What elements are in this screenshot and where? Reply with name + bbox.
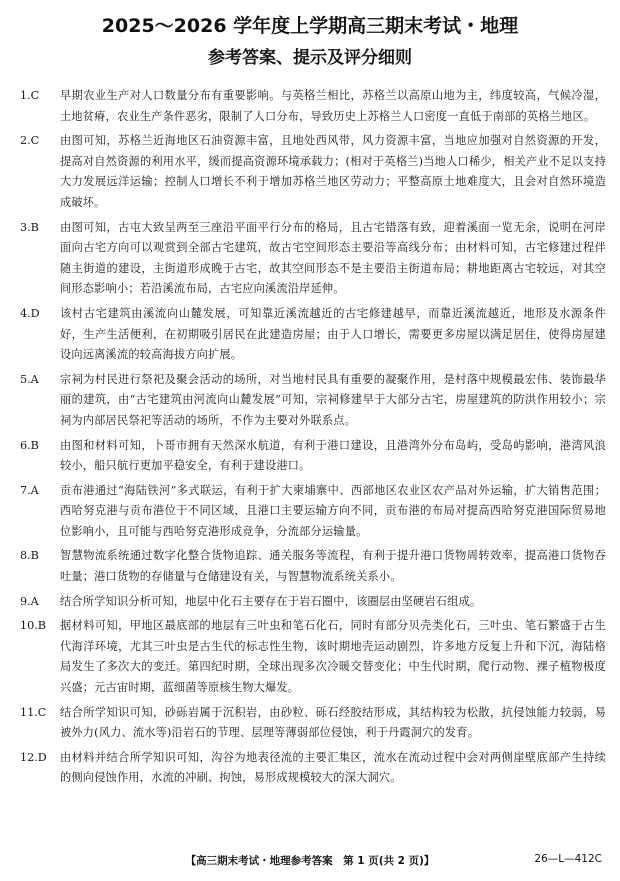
answer-explanation: 结合所学知识分析可知，地层中化石主要存在于岩石圈中，该圈层由坚硬岩石组成。	[60, 594, 482, 608]
answer-explanation: 由图和材料可知，卜哥市拥有天然深水航道，有利于港口建设，且港湾外分布岛屿，受岛屿影响，港湾风浪较小，船只航行更加平稳安全，有利于建设港口。	[60, 438, 606, 473]
answer-item	[20, 703, 606, 744]
answer-item	[20, 592, 606, 613]
answer-item	[20, 436, 606, 477]
page-subtitle: 参考答案、提示及评分细则	[208, 48, 412, 68]
answer-item	[20, 616, 606, 698]
answer-item	[20, 86, 606, 127]
answer-explanation: 贡布港通过“海陆铁河”多式联运，有利于扩大柬埔寨中、西部地区农业区农产品对外运输，扩大销售范围；西哈努克港与贡布港位于不同区域，且港口主要运输方向不同，贡布港的布局对提高西哈努克港国际贸易地位影响小，且可能与西哈努克港形成竞争，分流部分运输量。	[60, 483, 606, 538]
answer-explanation: 早期农业生产对人口数量分布有重要影响。与英格兰相比，苏格兰以高原山地为主，纬度较高，气候冷湿，土地贫瘠，农业生产条件恶劣，限制了人口分布，导致历史上苏格兰人口密度一直低于南部的英格兰地区。	[60, 89, 606, 123]
answer-explanation: 智慧物流系统通过数字化整合货物追踪、通关服务等流程，有利于提升港口货物周转效率，提高港口货物吞吐量；港口货物的存储量与仓储建设有关，与智慧物流系统关系小。	[60, 549, 606, 584]
answer-number: 8.B	[20, 549, 39, 563]
answer-number: 12.D	[20, 750, 47, 764]
answer-item	[20, 370, 606, 432]
answer-item	[20, 304, 606, 366]
answer-explanation: 据材料可知，甲地区最底部的地层有三叶虫和笔石化石，同时有部分贝壳类化石，三叶虫、笔石繁盛于古生代海洋环境，尤其三叶虫是古生代的标志性生物，该时期地壳运动剧烈，许多地方反复上升和下沉，海陆格局发生了多次大的变迁。第四纪时期，全球出现多次冷暖交替变化；中生代时期，爬行动物、裸子植物极度兴盛；元古宙时期，蓝细菌等原核生物大爆发。	[60, 619, 606, 695]
answer-explanation: 结合所学知识可知，砂砾岩属于沉积岩，由砂粒、砾石经胶结形成，其结构较为松散，抗侵蚀能力较弱，易被外力(风力、流水等)沿岩石的节理、层理等薄弱部位侵蚀，利于丹霞洞穴的发育。	[60, 705, 606, 740]
answer-number: 7.A	[20, 483, 39, 497]
answer-item	[20, 218, 606, 300]
answer-number: 4.D	[20, 306, 40, 320]
answer-explanation: 由材料并结合所学知识可知，沟谷为地表径流的主要汇集区，流水在流动过程中会对两侧崖壁底部产生持续的侧向侵蚀作用，水流的冲刷、拘蚀，易形成规模较大的深大洞穴。	[60, 750, 606, 785]
answer-item	[20, 131, 606, 213]
answer-item	[20, 481, 606, 543]
page-title: 2025～2026 学年度上学期高三期末考试・地理	[101, 15, 519, 37]
answer-explanation: 该村古宅建筑由溪流向山麓发展，可知靠近溪流越近的古宅修建越早，而靠近溪流越近，地形及水源条件好，生产生活便利，在初期吸引居民在此建造房屋；由于人口增长，需要更多房屋以满足居住，使得房屋建设向远离溪流的较高海拔方向扩展。	[60, 306, 606, 362]
answer-explanation: 由图可知，古屯大致呈两至三座沿平面平行分布的格局，且古宅错落有致，迎着溪面一览无余，说明在河岸面向古宅方向可以观赏到全部古宅建筑，故古宅空间形态主要沿等高线分布；由材料可知，古宅修建过程伴随主街道的建设，主街道形成晚于古宅，故其空间形态不是主要沿主街道布局；耕地距离古宅较远，对其空间形态影响小；若沿溪流布局，古宅应向溪流沿岸延伸。	[60, 220, 606, 296]
answer-number: 1.C	[20, 89, 40, 102]
answer-item	[20, 546, 606, 587]
answer-number: 9.A	[20, 594, 39, 608]
answer-explanation: 由图可知，苏格兰近海地区石油资源丰富，且地处西风带，风力资源丰富，当地应加强对自然资源的开发，提高对自然资源的利用水平，缓而提高资源环境承载力；(相对于英格兰)当地人口稀少，相关产业不足以支持大力发展远洋运输；控制人口增长不利于增加苏格兰地区劳动力；平整高原土地难度大，且会对自然环境造成破坏。	[60, 134, 606, 209]
answer-number: 5.A	[20, 372, 39, 386]
footer-page-info: 【高三期末考试・地理参考答案 第 1 页(共 2 页)】	[185, 855, 435, 867]
answer-number: 10.B	[20, 619, 47, 633]
answer-list	[20, 86, 606, 793]
answer-number: 11.C	[20, 705, 47, 719]
answer-number: 6.B	[20, 438, 39, 452]
footer-code: 26—L—412C	[534, 853, 602, 865]
answer-number: 2.C	[20, 134, 40, 148]
answer-number: 3.B	[20, 220, 39, 234]
page-footer	[0, 853, 620, 871]
answer-explanation: 宗祠为村民进行祭祀及聚会活动的场所，对当地村民具有重要的凝聚作用，是村落中规模最宏伟、装饰最华丽的建筑，由“古宅建筑由河流向山麓发展”可知，宗祠修建早于大部分古宅，房屋建筑的防洪作用较小；宗祠为内部居民祭祀等活动的场所，不作为主要对外联系点。	[60, 372, 606, 427]
answer-item	[20, 748, 606, 789]
